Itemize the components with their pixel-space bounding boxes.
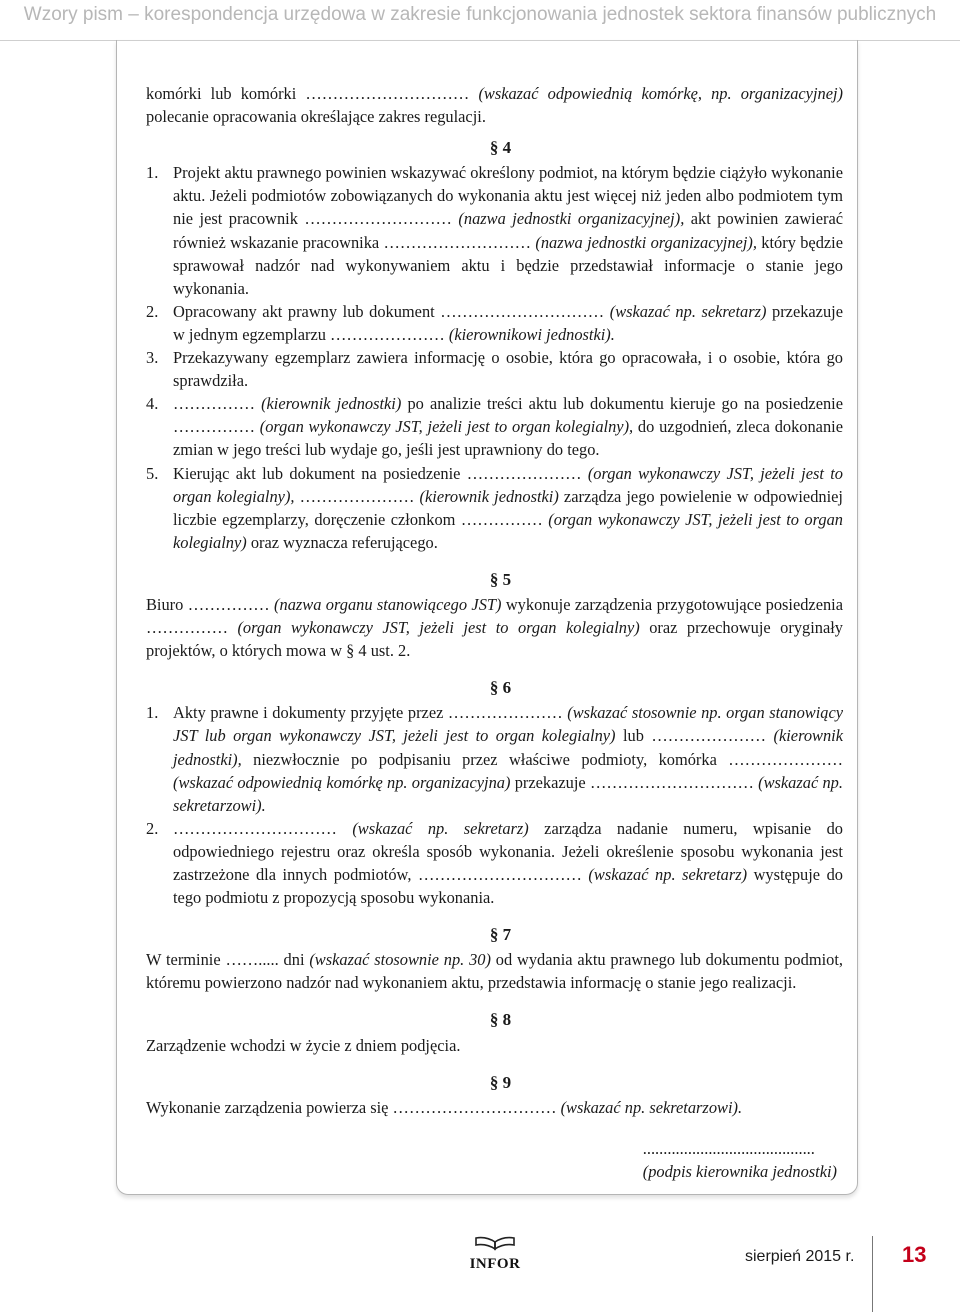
- item-text: ………………………… (wskazać np. sekretarz) zarządza nadanie numeru, wpisanie do odpowiedniego rejestru oraz określa sposób wykonania. Jeżeli określenie sposobu wykonania jest zastrzeżone dla innych podmiotów, ………………………… (wskazać np. sekretarz) występuje do tego podmiotu z propozycją sposobu wykonania.: [173, 818, 843, 908]
- item-number: 5.: [146, 463, 159, 483]
- item-text: Akty prawne i dokumenty przyjęte przez ………………… (wskazać stosownie np. organ stanowiący JST lub organ wykonawczy JST, jeżeli jest to organ kolegialny) lub ………………… (kierownik jednostki), niezwłocznie po podpisaniu przez właściwe podmioty, komórka ………………… (wskazać odpowiednią komórkę np. organizacyjna) przekazuje ………………………… (wskazać np. sekretarzowi).: [173, 703, 844, 815]
- item-text: Opracowany akt prawny lub dokument ………………………… (wskazać np. sekretarz) przekazuje w jednym egzemplarzu ………………… (kierownikowi jednostki).: [173, 301, 843, 344]
- running-header: Wzory pism – korespondencja urzędowa w zakresie funkcjonowania jednostek sektora finansów publicznych: [23, 4, 937, 25]
- section-9-heading: § 9: [489, 1072, 512, 1092]
- logo-text: INFOR: [469, 1256, 521, 1272]
- section-7-heading: § 7: [489, 925, 512, 945]
- item-text: Projekt aktu prawnego powinien wskazywać określony podmiot, na którym będzie ciążyło wykonanie aktu. Jeżeli podmiotów zobowiązanych do wykonania aktu jest więcej niż jeden albo podmiotem tym nie jest pracownik ……………………… (nazwa jednostki organizacyjnej), akt powinien zawierać również wskazanie pracownika ……………………… (nazwa jednostki organizacyjnej), który będzie sprawował nadzór nad wykonywaniem aktu i będzie przedstawiał informacje o stanie jego wykonania.: [173, 163, 844, 298]
- item-number: 2.: [146, 818, 159, 838]
- s6-item-2: [146, 817, 843, 909]
- intro-paragraph: [146, 82, 843, 128]
- book-icon: [475, 1235, 515, 1251]
- issue-date: sierpień 2015 r.: [745, 1248, 855, 1265]
- s7-paragraph: W terminie ……..... dni (wskazać stosownie np. 30) od wydania aktu prawnego lub dokumentu podmiot, któremu powierzono nadzór nad wykonaniem aktu, przedstawia informację o stanie jego realizacji.: [146, 950, 843, 993]
- s4-item-1: [146, 161, 843, 300]
- item-number: 1.: [146, 163, 159, 183]
- document-body: [146, 82, 843, 1183]
- signature-dots: ..........................................: [642, 1138, 815, 1158]
- s9-paragraph: Wykonanie zarządzenia powierza się ………………………… (wskazać np. sekretarzowi).: [146, 1097, 743, 1117]
- item-number: 3.: [146, 348, 159, 368]
- item-number: 2.: [146, 301, 159, 321]
- s5-paragraph: Biuro …………… (nazwa organu stanowiącego JST) wykonuje zarządzenia przygotowujące posiedzenia …………… (organ wykonawczy JST, jeżeli jest to organ kolegialny) oraz przechowuje oryginały projektów, o których mowa w § 4 ust. 2.: [146, 594, 843, 661]
- item-text: Przekazywany egzemplarz zawiera informację o osobie, która go opracowała, i o osobie, która go sprawdziła.: [173, 348, 843, 391]
- signature-block: [146, 1137, 843, 1183]
- s4-item-2: [146, 300, 843, 346]
- section-5-heading: § 5: [489, 569, 512, 589]
- page-number: 13: [902, 1242, 927, 1267]
- intro-text-end: polecanie opracowania określające zakres regulacji.: [146, 107, 486, 127]
- infor-logo: [465, 1235, 525, 1273]
- signature-label: (podpis kierownika jednostki): [642, 1161, 837, 1181]
- item-number: 4.: [146, 394, 159, 414]
- section-4-heading: § 4: [489, 138, 512, 158]
- s8-paragraph: Zarządzenie wchodzi w życie z dniem podjęcia.: [146, 1035, 461, 1055]
- item-text: …………… (kierownik jednostki) po analizie treści aktu lub dokumentu kieruje go na posiedzenie …………… (organ wykonawczy JST, jeżeli jest to organ kolegialny), do uzgodnień, zleca dokonanie zmian w jego treści lub wydaje go, jeśli jest uprawniony do tego.: [173, 394, 844, 460]
- s6-item-1: [146, 701, 843, 816]
- item-text: Kierując akt lub dokument na posiedzenie ………………… (organ wykonawczy JST, jeżeli jest to organ kolegialny), ………………… (kierownik jednostki) zarządza jego powielenie w odpowiedniej liczbie egzemplarzy, doręczenie członkom …………… (organ wykonawczy JST, jeżeli jest to organ kolegialny) oraz wyznacza referującego.: [173, 463, 844, 552]
- s4-item-5: [146, 462, 843, 554]
- item-number: 1.: [146, 703, 159, 723]
- section-6-heading: § 6: [489, 678, 512, 698]
- s4-item-3: [146, 346, 843, 392]
- section-8-heading: § 8: [489, 1010, 512, 1030]
- intro-italic: (wskazać odpowiednią komórkę, np. organizacyjnej): [478, 84, 843, 103]
- s4-item-4: [146, 392, 843, 461]
- intro-text: komórki lub komórki …………………………: [146, 84, 479, 103]
- footer-divider: [872, 1236, 873, 1312]
